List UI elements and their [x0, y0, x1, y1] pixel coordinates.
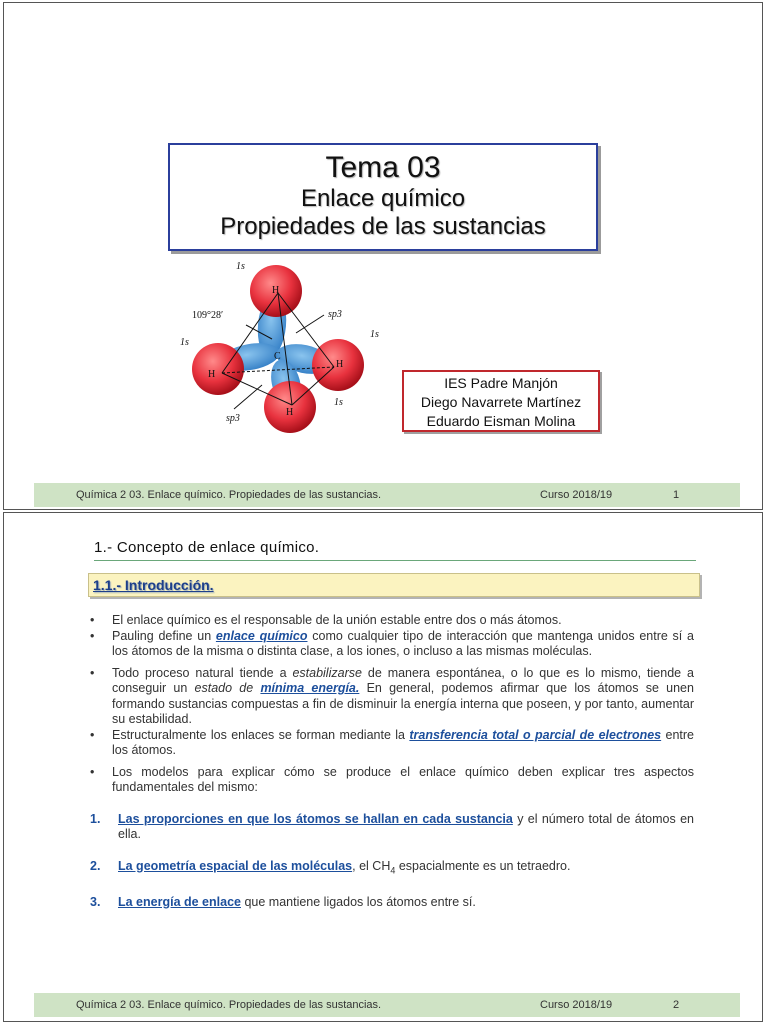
title-box	[168, 143, 598, 251]
slide-footer	[34, 483, 740, 507]
bullet-item: • Pauling define un enlace químico como cualquier tipo de interacción que mantenga unidos entre sí a los átomos de la misma o distinta clase, a los iones, o incluso a las mismas moléculas.	[90, 629, 694, 660]
section-divider	[94, 560, 696, 561]
label-h-top: H	[272, 285, 280, 296]
label-1s-top: 1s	[236, 261, 245, 272]
author-2: Eduardo Eisman Molina	[426, 413, 576, 429]
footer-course: Curso 2018/19	[540, 999, 613, 1011]
authors-box	[402, 370, 600, 432]
footer-text: Química 2 03. Enlace químico. Propiedades de las sustancias.	[76, 999, 382, 1011]
subsection-title: 1.1.- Introducción.	[88, 573, 700, 597]
bullet-item: • El enlace químico es el responsable de la unión estable entre dos o más átomos.	[90, 613, 694, 629]
label-1s-bottom: 1s	[334, 397, 343, 408]
section-title: 1.- Concepto de enlace químico.	[94, 539, 320, 556]
footer-text: Química 2 03. Enlace químico. Propiedades de las sustancias.	[76, 489, 382, 501]
label-sp3-top: sp3	[328, 309, 342, 320]
slide-2	[3, 512, 763, 1022]
slide-1	[3, 2, 763, 510]
slide-subtitle-1: Enlace químico	[300, 185, 466, 212]
slide-title: Tema 03	[325, 151, 441, 184]
bullet-item: • Todo proceso natural tiende a estabilizarse de manera espontánea, o lo que es lo mismo, tiende a conseguir un estado de mínima energía. En general, podemos afirmar que los átomos se unen formando sustancias compuestas a fin de disminuir la energía interna que poseen, y por tanto, aumentar su estabilidad.	[90, 666, 694, 728]
label-h-bottom: H	[286, 407, 294, 418]
bullet-list	[90, 613, 694, 910]
footer-page-number: 2	[673, 999, 680, 1011]
label-angle: 109°28′	[192, 310, 224, 321]
label-h-left: H	[208, 369, 216, 380]
label-1s-right: 1s	[370, 329, 379, 340]
label-c: C	[274, 351, 281, 362]
numbered-item-3: 3. La energía de enlace que mantiene ligados los átomos entre sí.	[90, 894, 476, 909]
methane-orbital-diagram	[174, 255, 394, 435]
label-h-right: H	[336, 359, 344, 370]
bullet-item: • Los modelos para explicar cómo se produce el enlace químico deben explicar tres aspectos fundamentales del mismo:	[90, 765, 694, 796]
h-orbital-left	[192, 343, 244, 395]
label-1s-left: 1s	[180, 337, 189, 348]
author-school: IES Padre Manjón	[444, 375, 558, 391]
footer-course: Curso 2018/19	[540, 489, 613, 501]
label-sp3-bottom: sp3	[226, 413, 240, 424]
author-1: Diego Navarrete Martínez	[420, 394, 582, 410]
numbered-item-1: 1. Las proporciones en que los átomos se hallan en cada sustancia y el número total de átomos en ella.	[90, 811, 694, 841]
numbered-item-2: 2. La geometría espacial de las moléculas, el $CH_4$ espacialmente es un tetraedro.	[90, 858, 571, 875]
footer-page-number: 1	[673, 489, 680, 501]
slide-subtitle-2: Propiedades de las sustancias	[220, 213, 546, 240]
bullet-item: • Estructuralmente los enlaces se forman mediante la transferencia total o parcial de electrones entre los átomos.	[90, 728, 694, 759]
slide-footer	[34, 993, 740, 1017]
